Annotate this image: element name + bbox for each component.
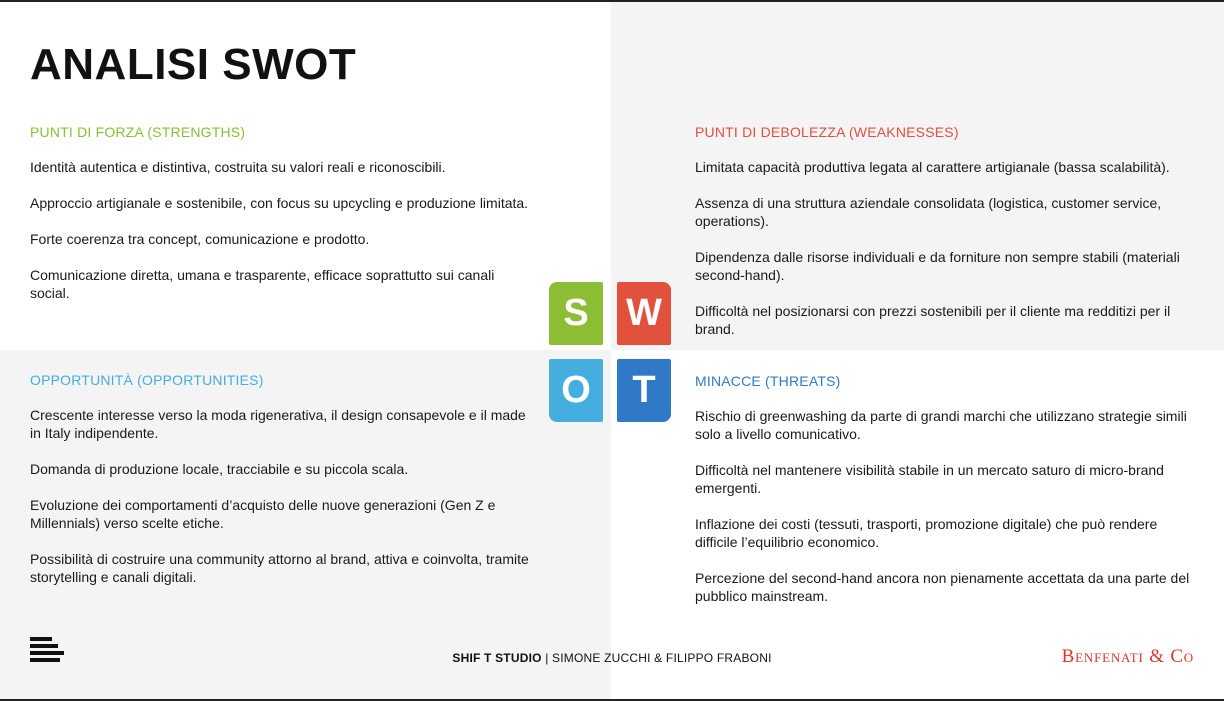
list-item: Evoluzione dei comportamenti d’acquisto delle nuove generazioni (Gen Z e Millennials) verso scelte etiche. [30, 497, 496, 531]
list-item: Limitata capacità produttiva legata al carattere artigianale (bassa scalabilità). [695, 159, 1170, 175]
list-item: Dipendenza dalle risorse individuali e da forniture non sempre stabili (materiali second-hand). [695, 249, 1180, 283]
list-item: Crescente interesse verso la moda rigenerativa, il design consapevole e il made in Italy indipendente. [30, 407, 526, 441]
strengths-list [30, 158, 530, 302]
list-item: Domanda di produzione locale, tracciabile e su piccola scala. [30, 461, 409, 477]
opportunities-section [30, 372, 530, 604]
list-item: Assenza di una struttura aziendale consolidata (logistica, customer service, operations). [695, 195, 1162, 229]
list-item: Forte coerenza tra concept, comunicazione e prodotto. [30, 231, 370, 247]
list-item: Difficoltà nel mantenere visibilità stabile in un mercato saturo di micro-brand emergenti. [695, 462, 1164, 496]
brand-logo: Benfenati & Co [1061, 646, 1194, 667]
list-item: Percezione del second-hand ancora non pienamente accettata da una parte del pubblico mainstream. [695, 570, 1190, 604]
weaknesses-list [695, 158, 1195, 338]
swot-tile-t: T [617, 359, 671, 422]
list-item: Possibilità di costruire una community attorno al brand, attiva e coinvolta, tramite storytelling e canali digitali. [30, 551, 529, 585]
list-item: Difficoltà nel posizionarsi con prezzi sostenibili per il cliente ma redditizi per il brand. [695, 303, 1171, 337]
footer-studio: SHIF T STUDIO [452, 651, 542, 665]
list-item: Rischio di greenwashing da parte di grandi marchi che utilizzano strategie simili solo a livello comunicativo. [695, 408, 1187, 442]
swot-tile-o: O [549, 359, 603, 422]
threats-section [695, 373, 1195, 623]
strengths-heading: PUNTI DI FORZA (STRENGTHS) [30, 124, 246, 140]
opportunities-heading: OPPORTUNITÀ (OPPORTUNITIES) [30, 372, 264, 388]
footer-credits [0, 651, 1224, 665]
weaknesses-section [695, 124, 1195, 356]
list-item: Comunicazione diretta, umana e trasparente, efficace soprattutto sui canali social. [30, 267, 495, 301]
opportunities-list [30, 406, 530, 586]
list-item: Approccio artigianale e sostenibile, con focus su upcycling e produzione limitata. [30, 195, 529, 211]
footer-authors: SIMONE ZUCCHI & FILIPPO FRABONI [552, 651, 772, 665]
page-title: ANALISI SWOT [30, 40, 357, 89]
weaknesses-heading: PUNTI DI DEBOLEZZA (WEAKNESSES) [695, 124, 959, 140]
list-item: Identità autentica e distintiva, costruita su valori reali e riconoscibili. [30, 159, 446, 175]
strengths-section [30, 124, 530, 320]
swot-tile-w: W [617, 282, 671, 345]
footer-separator: | [541, 651, 553, 665]
swot-tile-s: S [549, 282, 603, 345]
threats-list [695, 407, 1195, 605]
list-item: Inflazione dei costi (tessuti, trasporti, promozione digitale) che può rendere difficile l’equilibrio economico. [695, 516, 1158, 550]
threats-heading: MINACCE (THREATS) [695, 373, 841, 389]
